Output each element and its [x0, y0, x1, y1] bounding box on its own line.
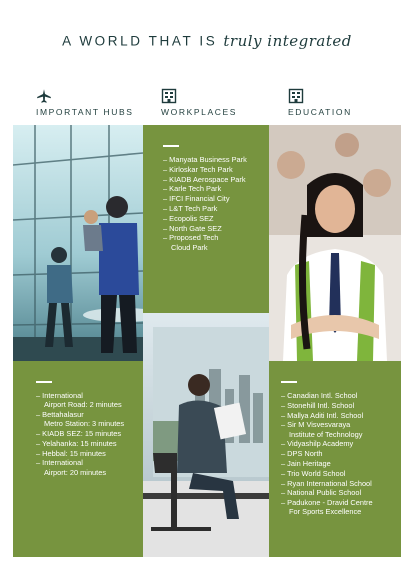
- workplaces-panel: [143, 125, 269, 313]
- list-item: – International Airport: 20 minutes: [36, 458, 140, 476]
- list-item: – Proposed Tech Cloud Park: [163, 233, 267, 251]
- category-label: WORKPLACES: [161, 107, 237, 117]
- category-label: IMPORTANT HUBS: [36, 107, 134, 117]
- list-item: – Mallya Aditi Intl. School: [281, 411, 399, 420]
- divider-dash: [163, 145, 179, 147]
- list-item: – IFCI Financial City: [163, 194, 267, 203]
- list-item: – Trio World School: [281, 469, 399, 478]
- list-item: – Padukone - Dravid Centre For Sports Excellence: [281, 498, 399, 516]
- list-item: – International Airport Road: 2 minutes: [36, 391, 140, 409]
- airport-family-photo: [13, 125, 143, 361]
- list-item: – Ecopolis SEZ: [163, 214, 267, 223]
- airplane-icon: [36, 88, 52, 104]
- list-item: – Sir M Visvesvaraya Institute of Technology: [281, 420, 399, 438]
- list-item: – KIADB Aerospace Park: [163, 175, 267, 184]
- headline-caps: A WORLD THAT IS: [62, 33, 218, 49]
- office-building-icon: [161, 88, 177, 104]
- list-item: – Yelahanka: 15 minutes: [36, 439, 140, 448]
- list-item: – Ryan International School: [281, 479, 399, 488]
- list-item: – North Gate SEZ: [163, 224, 267, 233]
- page-headline: [0, 32, 414, 50]
- list-item: – Stonehill Intl. School: [281, 401, 399, 410]
- workplaces-list: [163, 155, 267, 252]
- list-item: – Vidyashilp Academy: [281, 439, 399, 448]
- office-man-photo: [143, 313, 269, 557]
- list-item: – L&T Tech Park: [163, 204, 267, 213]
- list-item: – Bettahalasur Metro Station: 3 minutes: [36, 410, 140, 428]
- list-item: – Manyata Business Park: [163, 155, 267, 164]
- list-item: – DPS North: [281, 449, 399, 458]
- list-item: – Hebbal: 15 minutes: [36, 449, 140, 458]
- hubs-list: [36, 391, 140, 477]
- headline-script: truly integrated: [223, 32, 352, 50]
- education-list: [281, 391, 399, 517]
- divider-dash: [281, 381, 297, 383]
- list-item: – National Public School: [281, 488, 399, 497]
- divider-dash: [36, 381, 52, 383]
- list-item: – Karle Tech Park: [163, 184, 267, 193]
- schoolgirl-photo: [269, 125, 401, 361]
- list-item: – Kirloskar Tech Park: [163, 165, 267, 174]
- education-panel: [269, 361, 401, 557]
- list-item: – Canadian Intl. School: [281, 391, 399, 400]
- school-building-icon: [288, 88, 304, 104]
- list-item: – KIADB SEZ: 15 minutes: [36, 429, 140, 438]
- list-item: – Jain Heritage: [281, 459, 399, 468]
- hubs-panel: [13, 361, 143, 557]
- category-label: EDUCATION: [288, 107, 352, 117]
